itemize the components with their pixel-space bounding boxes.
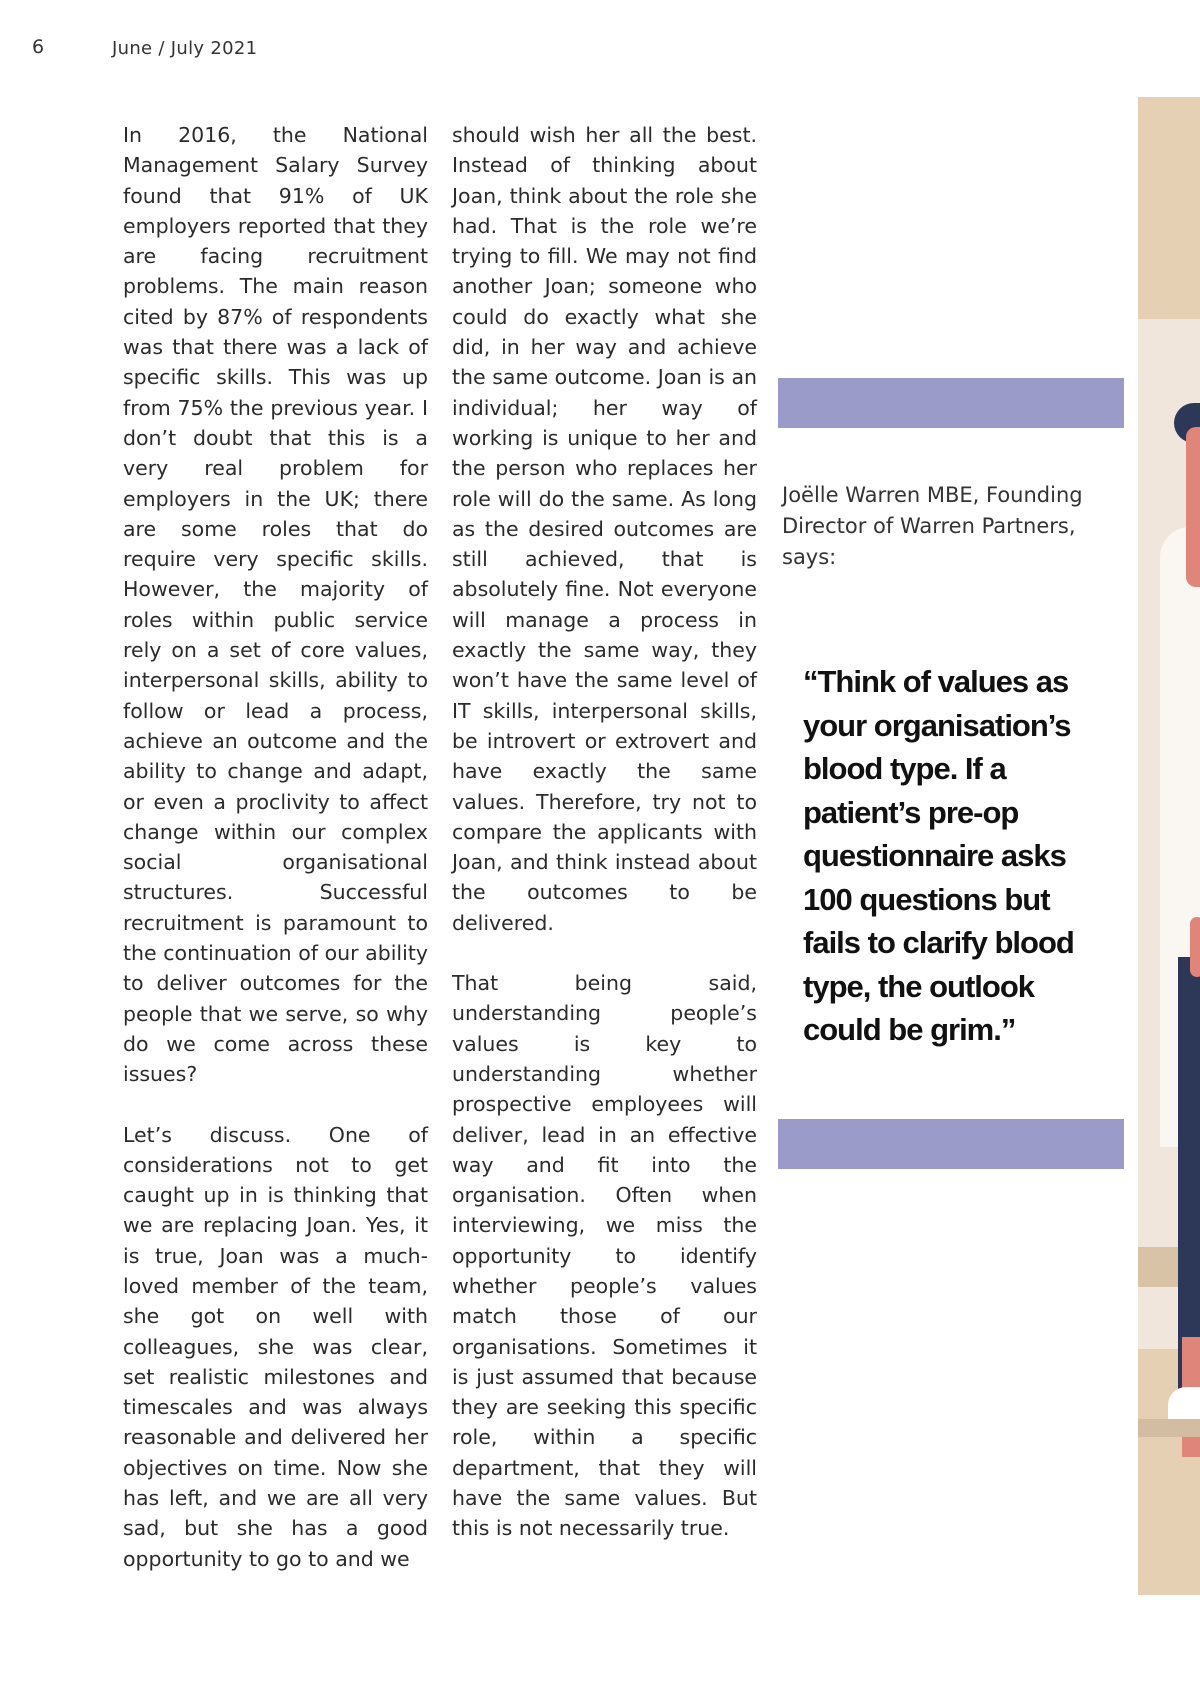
issue-date: June / July 2021 xyxy=(112,38,258,59)
pull-quote-attribution: Joëlle Warren MBE, Founding Director of Warren Partners, says: xyxy=(782,483,1083,569)
article-column-1 xyxy=(123,120,428,1604)
illustration-floor xyxy=(1138,1419,1200,1437)
article-paragraph: That being said, understanding people’s values is key to understanding whether prospective employees will deliver, lead in an effective way and fit into the organisation. Often when interviewing, we miss the opportunity to identify whether people’s values match those of our organisations. Sometimes it is just assumed that because they are seeking this specific role, within a specific department, that they will have the same values. But this is not necessarily true. xyxy=(452,971,757,1541)
pull-quote-bottom-bar xyxy=(778,1119,1124,1169)
pull-quote-top-bar-wrap xyxy=(778,378,1124,428)
pull-quote-top-bar xyxy=(778,378,1124,428)
article-paragraph: should wish her all the best. Instead of thinking about Joan, think about the role she had. That is the role we’re trying to fill. We may not find another Joan; someone who could do exactly what she did, in her way and achieve the same outcome. Joan is an individual; her way of working is unique to her and the person who replaces her role will do the same. As long as the desired outcomes are still achieved, that is absolutely fine. Not everyone will manage a process in exactly the same way, they won’t have the same level of IT skills, interpersonal skills, be introvert or extrovert and have exactly the same values. Therefore, try not to compare the applicants with Joan, and think instead about the outcomes to be delivered. xyxy=(452,123,757,935)
article-column-2 xyxy=(452,120,757,1574)
article-paragraph: Let’s discuss. One of considerations not to get caught up in is thinking that we are replacing Joan. Yes, it is true, Joan was a much-loved member of the team, she got on well with colleagues, she was clear, set realistic milestones and timescales and was always reasonable and delivered her objectives on time. Now she has left, and we are all very sad, but she has a good opportunity to go to and we xyxy=(123,1122,428,1571)
page-number: 6 xyxy=(32,36,45,58)
article-paragraph: In 2016, the National Management Salary Survey found that 91% of UK employers reported that they are facing recruitment problems. The main reason cited by 87% of respondents was that there was a lack of specific skills. This was up from 75% the previous year. I don’t doubt that this is a very real problem for employers in the UK; there are some roles that do require very specific skills. However, the majority of roles within public service rely on a set of core values, interpersonal skills, ability to follow or lead a process, achieve an outcome and the ability to change and adapt, or even a proclivity to affect change within our complex social organisational structures. Successful recruitment is paramount to the continuation of our ability to deliver outcomes for the people that we serve, so why do we come across these issues? xyxy=(123,123,428,1087)
pull-quote-text: “Think of values as your organisation’s blood type. If a patient’s pre-op questionnaire asks 100 questions but fails to clarify blood type, the outlook could be grim.” xyxy=(803,664,1074,1047)
illustration-face xyxy=(1186,427,1200,587)
doctor-illustration xyxy=(1138,97,1200,1595)
illustration-hand xyxy=(1190,917,1200,977)
